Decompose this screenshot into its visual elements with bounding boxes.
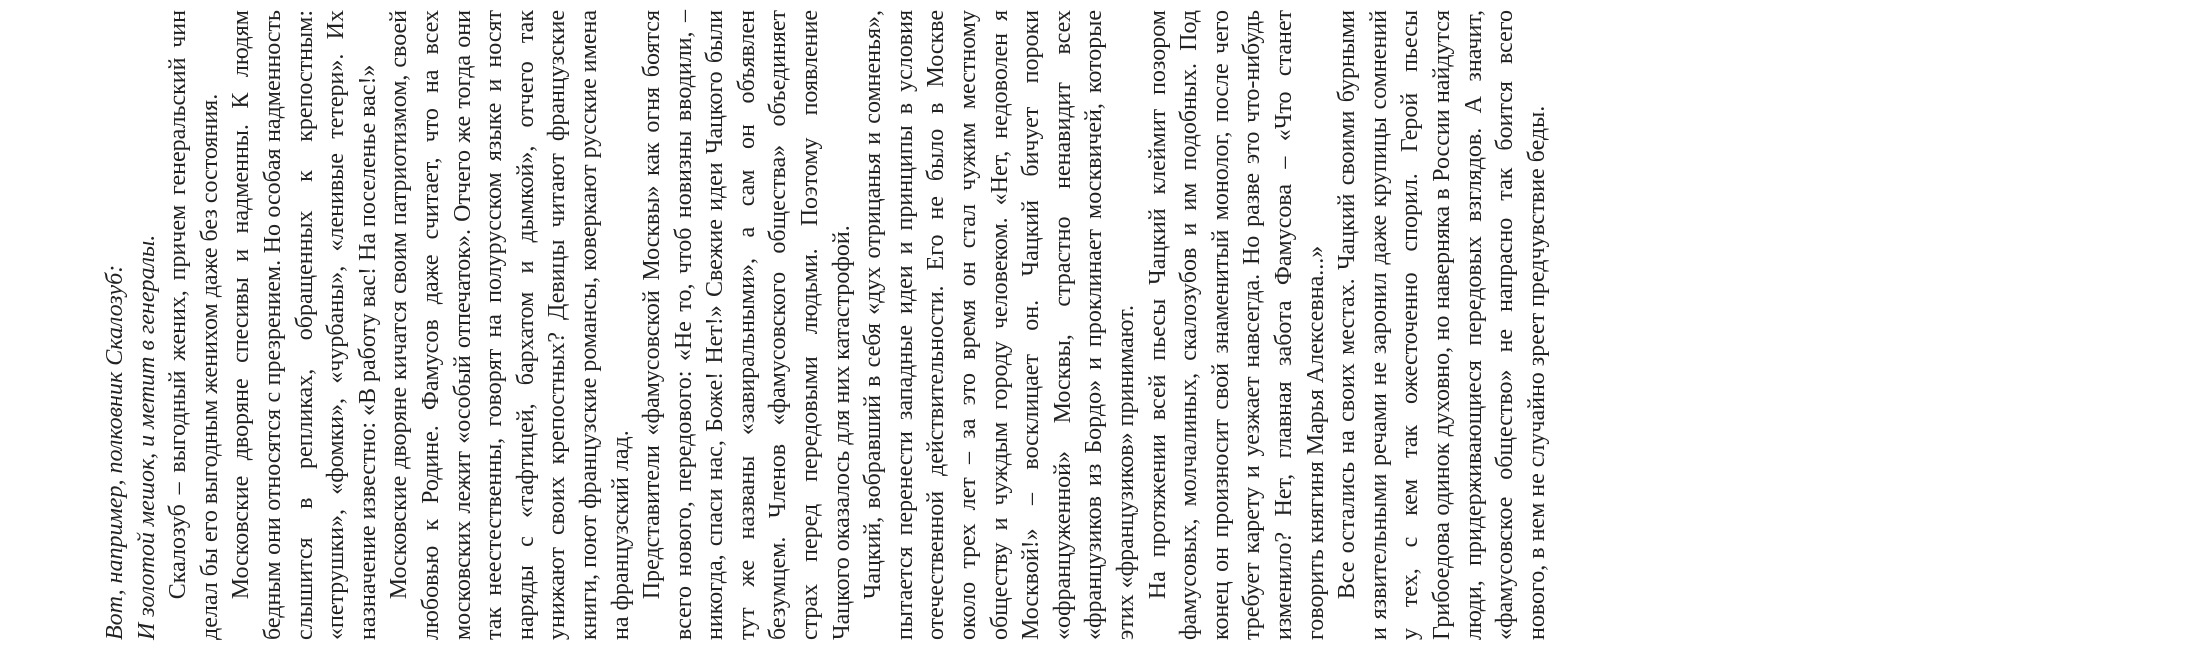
- epigraph-line: И золотой мешок, и метит в генералы.: [133, 234, 160, 640]
- text-column: [100, 10, 2190, 640]
- paragraph: На протяжении всей пьесы Чацкий клеймит позором фамусовых, молчалиных, скалозубов и им подобных. Под конец он произносит свой знаменитый монолог, после чего требует карету и уезжает навсегда. Но разве это что-нибудь изменило? Нет, главная забота Фамусова – «Что станет говорить княгиня Марья Алексевна...»: [1144, 10, 1329, 640]
- paragraph: Чацкий, вобравший в себя «дух отрицанья и сомненья», пытается перенести западные идеи и принципы в условия отечественной действительности. Его не было в Москве около трех лет – за это время он стал чужим местному обществу и чуждым городу человеком. «Нет, недоволен я Москвой!» – восклицает он. Чацкий бичует пороки «офранцуженной» Москвы, страстно ненавидит всех «французиков из Бордо» и проклинает москвичей, которые этих «французиков» принимают.: [860, 10, 1139, 640]
- paragraph: Московские дворяне кичатся своим патриотизмом, своей любовью к Родине. Фамусов даже считает, что на всех московских лежит «особый отпечаток». Отчего же тогда они так неестественны, говорят на полурусском языке и носят наряды с «тафтицей, бархатом и дымкой», отчего так унижают своих крепостных? Девицы читают французские книги, поют французские романсы, коверкают русские имена на французский лад.: [386, 10, 634, 640]
- epigraph-line: Вот, например, полковник Скалозуб:: [102, 264, 128, 640]
- paragraph: Московские дворяне спесивы и надменны. К людям бедным они относятся с презрением. Но особая надменность слышится в репликах, обращенных к крепостным: «петрушки», «фомки», «чурбаны», «ленивые тетери». Их назначение известно: «В работу вас! На поселенье вас!»: [228, 10, 381, 640]
- paragraph: Представители «фамусовской Москвы» как огня боятся всего нового, передового: «Не то, чтоб новизны вводили, – никогда, спаси нас, Боже! Нет!» Свежие идеи Чацкого были тут же названы «завиральными», а сам он объявлен безумцем. Членов «фамусовского общества» объединяет страх перед передовыми людьми. Поэтому появление Чацкого оказалось для них катастрофой.: [639, 10, 855, 640]
- rotated-text-area: [100, 0, 2190, 640]
- paragraph: Скалозуб – выгодный жених, причем генеральский чин делал бы его выгодным женихом даже без состояния.: [165, 10, 223, 640]
- epigraph: [100, 10, 163, 640]
- paragraph: Все остались на своих местах. Чацкий своими бурными и язвительными речами не заронил даже крупицы сомнений у тех, с кем так ожесточенно спорил. Герой пьесы Грибоедова одинок духовно, но наверняка в России найдутся люди, придерживающиеся передовых взглядов. А значит, «фамусовское общество» не напрасно так боится всего нового, в нем не случайно зреет предчувствие беды.: [1334, 10, 1550, 640]
